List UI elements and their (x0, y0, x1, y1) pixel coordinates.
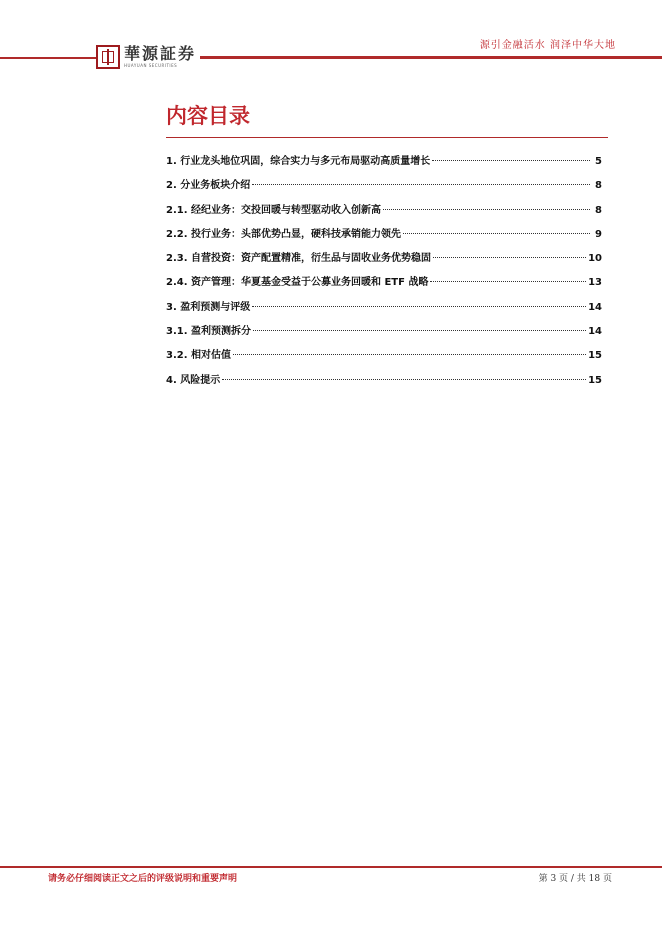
toc-entry-title: 资产管理：华夏基金受益于公募业务回暖和 ETF 战略 (191, 277, 429, 289)
leader-dots (252, 184, 590, 185)
toc-entry-page: 14 (588, 326, 602, 338)
toc-entry-title: 投行业务：头部优势凸显，硬科技承销能力领先 (191, 228, 401, 240)
logo-name-cn: 華源証券 (124, 44, 197, 63)
leader-dots (403, 233, 590, 234)
header-divider-right (200, 56, 662, 59)
toc-entry[interactable] (166, 201, 602, 225)
leader-dots (432, 160, 590, 161)
toc-entry-number: 2.4. (166, 277, 188, 289)
toc-entry-title: 相对估值 (191, 350, 231, 362)
toc-entry-title: 行业龙头地位巩固，综合实力与多元布局驱动高质量增长 (180, 156, 431, 167)
toc-entry-title: 风险提示 (180, 374, 221, 386)
header-divider-left (0, 57, 96, 59)
leader-dots (252, 306, 586, 307)
toc-entry[interactable] (166, 371, 602, 395)
toc-entry-page: 8 (595, 180, 602, 192)
footer-divider (0, 866, 662, 868)
title-divider (166, 137, 608, 138)
leader-dots (383, 209, 590, 210)
toc-entry-page: 9 (595, 228, 602, 240)
toc-entry-page: 15 (588, 374, 602, 386)
company-logo (96, 44, 196, 70)
toc-entry-number: 2.2. (166, 228, 188, 240)
toc-entry-page: 10 (588, 253, 602, 265)
toc-entry-number: 3.2. (166, 350, 188, 362)
toc-entry[interactable] (166, 322, 602, 346)
toc-entry-page: 13 (588, 277, 602, 289)
toc-entry[interactable] (166, 176, 602, 200)
toc-entry-number: 3. (166, 301, 177, 313)
toc-entry-title: 经纪业务：交投回暖与转型驱动收入创新高 (191, 204, 381, 216)
logo-emblem-icon (96, 45, 120, 69)
leader-dots (222, 379, 586, 380)
table-of-contents (166, 152, 602, 395)
toc-entry[interactable] (166, 298, 602, 322)
footer-disclaimer: 请务必仔细阅读正文之后的评级说明和重要声明 (48, 874, 238, 884)
leader-dots (233, 354, 586, 355)
toc-entry-number: 4. (166, 374, 177, 386)
logo-name-en: HUAYUAN SECURITIES (124, 63, 178, 68)
toc-entry-title: 盈利预测拆分 (191, 326, 251, 338)
toc-entry-number: 2.3. (166, 253, 188, 265)
leader-dots (253, 330, 586, 331)
toc-entry[interactable] (166, 249, 602, 273)
toc-entry[interactable] (166, 225, 602, 249)
header-slogan: 源引金融活水 润泽中华大地 (479, 40, 616, 51)
toc-entry-number: 1. (166, 156, 177, 167)
leader-dots (433, 257, 586, 258)
toc-entry[interactable] (166, 346, 602, 370)
page-number: 第 3 页 / 共 18 页 (538, 874, 612, 884)
toc-entry-page: 8 (595, 204, 602, 216)
toc-entry-number: 2.1. (166, 204, 188, 216)
toc-entry[interactable] (166, 273, 602, 297)
toc-entry[interactable] (166, 152, 602, 176)
leader-dots (430, 281, 586, 282)
toc-entry-number: 2. (166, 180, 177, 192)
toc-entry-page: 15 (588, 350, 602, 362)
toc-entry-page: 14 (588, 301, 602, 313)
toc-entry-title: 分业务板块介绍 (180, 180, 251, 192)
toc-entry-title: 盈利预测与评级 (180, 301, 251, 313)
toc-entry-page: 5 (595, 156, 602, 167)
toc-entry-title: 自营投资：资产配置精准，衍生品与固收业务优势稳固 (191, 253, 431, 265)
toc-entry-number: 3.1. (166, 326, 188, 338)
toc-title: 内容目录 (166, 104, 250, 128)
